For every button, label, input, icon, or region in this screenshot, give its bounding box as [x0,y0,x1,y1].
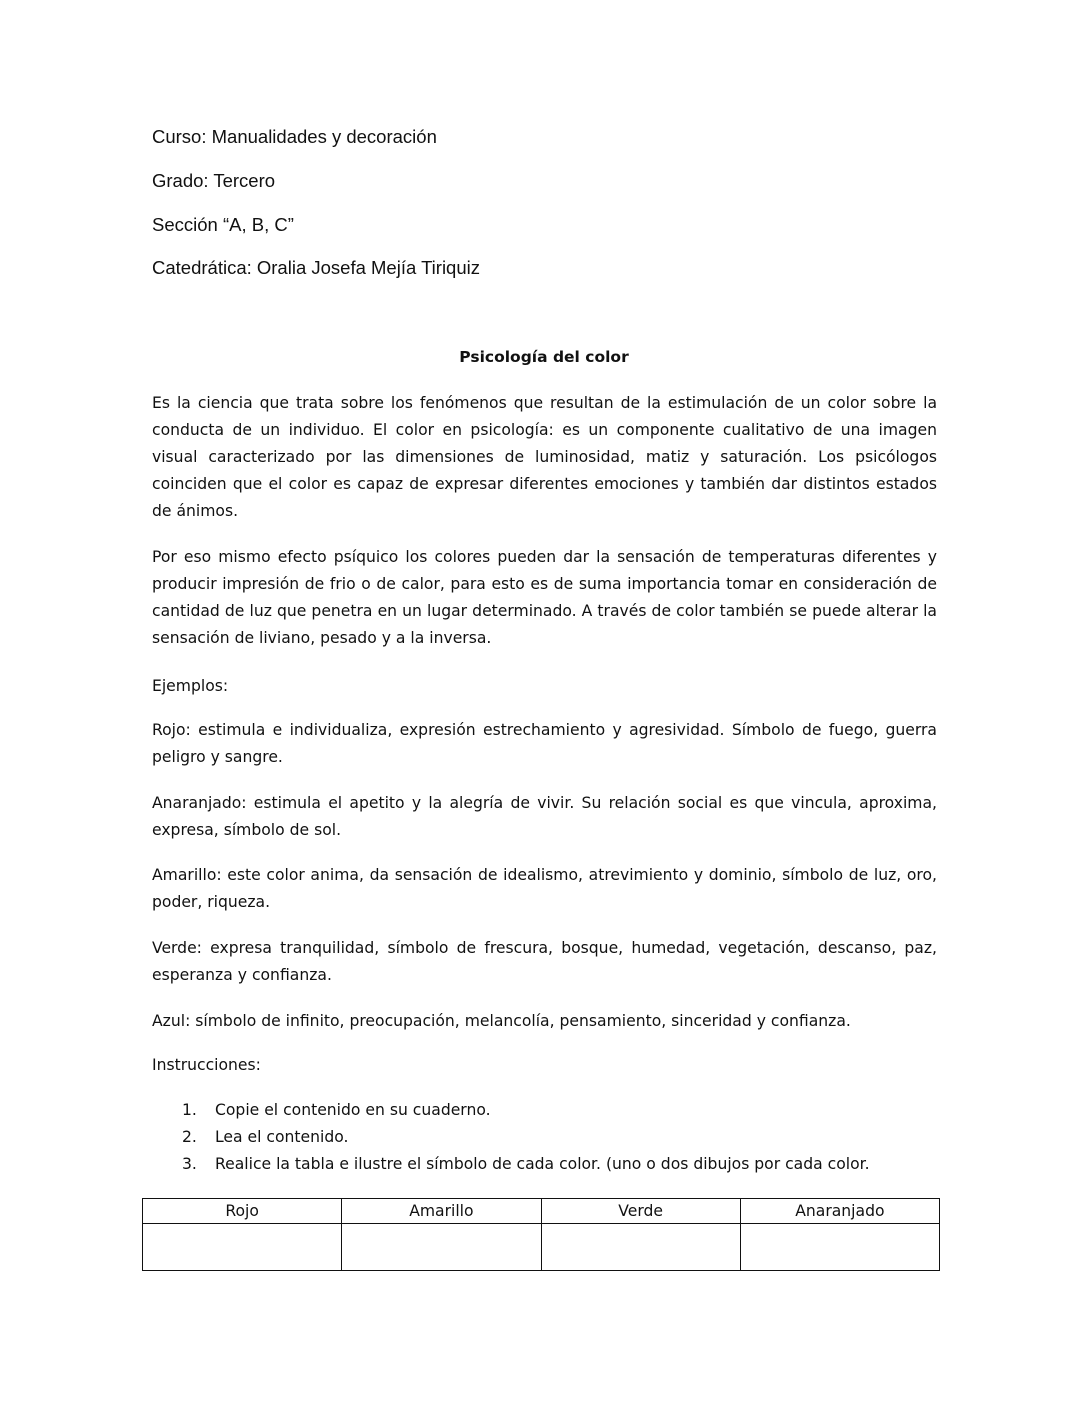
example-yellow: Amarillo: este color anima, da sensación de idealismo, atrevimiento y dominio, símbolo de luz, oro, poder, riqueza. [152,866,937,911]
effects-paragraph: Por eso mismo efecto psíquico los colores pueden dar la sensación de temperaturas diferentes y producir impresión de frio o de calor, para esto es de suma importancia tomar en consideración de cantidad de luz que penetra en un lugar determinado. A través de color también se puede alterar la sensación de liviano, pesado y a la inversa. [152,548,937,647]
instructions-heading: Instrucciones: [152,1056,261,1074]
course-line: Curso: Manualidades y decoración [152,126,437,147]
table-cell [541,1224,740,1271]
section-line: Sección “A, B, C” [152,214,294,235]
table-cell [740,1224,939,1271]
example-blue: Azul: símbolo de infinito, preocupación, melancolía, pensamiento, sinceridad y confianza. [152,1012,851,1030]
table-cell [342,1224,541,1271]
instruction-number: 1. [182,1101,197,1119]
column-header-amarillo: Amarillo [342,1199,541,1224]
grade-line: Grado: Tercero [152,170,276,191]
instruction-text: Copie el contenido en su cuaderno. [215,1101,491,1119]
instruction-text: Lea el contenido. [215,1128,349,1146]
instruction-number: 2. [182,1128,197,1146]
examples-heading: Ejemplos: [152,677,229,695]
example-red: Rojo: estimula e individualiza, expresión estrechamiento y agresividad. Símbolo de fuego, guerra peligro y sangre. [152,721,937,766]
intro-paragraph: Es la ciencia que trata sobre los fenómenos que resultan de la estimulación de un color sobre la conducta de un individuo. El color en psicología: es un componente cualitativo de una imagen visual caracterizado por las dimensiones de luminosidad, matiz y saturación. Los psicólogos coinciden que el color es capaz de expresar diferentes emociones y también dar distintos estados de ánimos. [152,394,937,520]
color-symbol-table [142,1198,940,1271]
column-header-verde: Verde [541,1199,740,1224]
column-header-rojo: Rojo [143,1199,342,1224]
example-orange: Anaranjado: estimula el apetito y la alegría de vivir. Su relación social es que vincula, aproxima, expresa, símbolo de sol. [152,794,937,839]
instruction-number: 3. [182,1155,197,1173]
table-header-row [143,1199,940,1224]
instruction-text: Realice la tabla e ilustre el símbolo de cada color. (uno o dos dibujos por cada color. [215,1155,870,1173]
teacher-line: Catedrática: Oralia Josefa Mejía Tiriquiz [152,257,480,278]
document-title: Psicología del color [459,348,629,366]
table-cell [143,1224,342,1271]
column-header-anaranjado: Anaranjado [740,1199,939,1224]
table-row [143,1224,940,1271]
example-green: Verde: expresa tranquilidad, símbolo de frescura, bosque, humedad, vegetación, descanso, paz, esperanza y confianza. [152,939,937,984]
